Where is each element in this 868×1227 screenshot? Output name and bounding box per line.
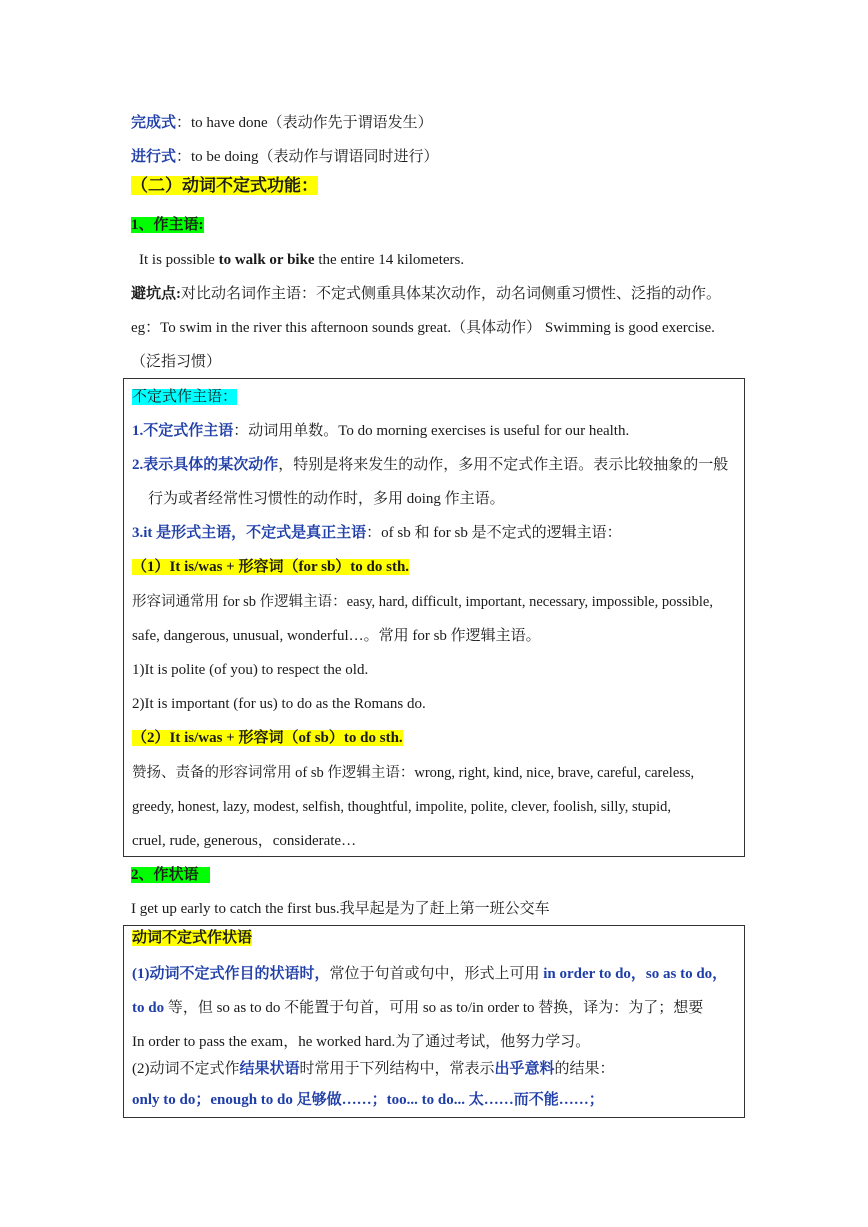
subject-heading-text: 1、作主语: — [131, 217, 204, 233]
box2-point2-post: 的结果： — [554, 1061, 615, 1077]
box1-example1: 1)It is polite (of you) to respect the old. — [132, 662, 369, 678]
box1-point1-text: ：动词用单数。To do morning exercises is useful for our health. — [233, 423, 630, 439]
infinitive-adverbial-box — [123, 925, 745, 1118]
subject-example-bold: to walk or bike — [218, 252, 315, 268]
progressive-form-line — [131, 147, 439, 167]
box1-example2: 2)It is important (for us) to do as the Romans do. — [132, 696, 426, 712]
subject-example-post: the entire 14 kilometers. — [314, 252, 465, 268]
adverbial-example: I get up early to catch the first bus.我早起是为了赶上第一班公交车 — [131, 901, 550, 917]
box2-point2-label2: 出乎意料 — [494, 1061, 555, 1077]
section-heading — [131, 174, 318, 198]
progressive-form-label: 进行式 — [131, 149, 177, 165]
box2-point2-mid: 时常用于下列结构中，常表示 — [299, 1061, 495, 1077]
eg-line: eg：To swim in the river this afternoon sounds great.（具体动作） Swimming is good exercise. — [131, 320, 715, 336]
box1-point1-label: 1.不定式作主语 — [132, 423, 234, 439]
pitfall-line — [131, 284, 721, 304]
box2-point1-continued — [132, 998, 703, 1018]
pitfall-label: 避坑点: — [131, 286, 181, 302]
box2-point1-line2-text: 等，但 so as to do 不能置于句首，可用 so as to/in order to 替换，译为：为了；想要 — [164, 1000, 704, 1016]
adverbial-heading — [131, 865, 210, 885]
box2-example: In order to pass the exam，he worked hard.为了通过考试，他努力学习。 — [132, 1034, 591, 1050]
box1-point2-continued: 行为或者经常性习惯性的动作时，多用 doing 作主语。 — [148, 491, 505, 507]
box2-title-text: 动词不定式作状语 — [132, 930, 253, 946]
progressive-form-text: ：to be doing（表动作与谓语同时进行） — [176, 149, 439, 165]
box2-point1 — [132, 964, 727, 984]
box1-pattern2-desc3: cruel, rude, generous，considerate… — [132, 833, 357, 849]
box1-title — [132, 387, 237, 407]
box1-pattern2-text: （2）It is/was + 形容词（of sb）to do sth. — [132, 730, 403, 746]
perfect-form-line — [131, 113, 433, 133]
box2-title — [132, 928, 252, 948]
perfect-form-text: ：to have done（表动作先于谓语发生） — [176, 115, 433, 131]
eg-line-continued: （泛指习惯） — [131, 354, 222, 370]
box2-point1-line2-bold: to do — [132, 1000, 165, 1016]
adverbial-heading-text: 2、作状语 — [131, 867, 199, 883]
subject-example — [139, 250, 464, 270]
box1-pattern1-text: （1）It is/was + 形容词（for sb）to do sth. — [132, 559, 410, 575]
box1-pattern1-desc2: safe, dangerous, unusual, wonderful…。常用 for sb 作逻辑主语。 — [132, 628, 541, 644]
section-heading-text: （二）动词不定式功能： — [131, 176, 318, 195]
perfect-form-label: 完成式 — [131, 115, 177, 131]
box2-point1-bold: in order to do，so as to do， — [543, 966, 728, 982]
box1-point1 — [132, 421, 629, 441]
subject-heading — [131, 215, 204, 235]
box2-point1-text: 常位于句首或句中，形式上可用 — [329, 966, 544, 982]
box1-pattern2 — [132, 728, 403, 748]
box1-pattern2-desc: 赞扬、责备的形容词常用 of sb 作逻辑主语：wrong, right, kind, nice, brave, careful, careless, — [132, 765, 695, 781]
box1-point2 — [132, 455, 728, 475]
box1-point3 — [132, 523, 622, 543]
box2-point2-label: 结果状语 — [239, 1061, 300, 1077]
box2-patterns-text: only to do；enough to do 足够做……；too... to do... 太……而不能……； — [132, 1092, 604, 1108]
box1-point3-label: 3.it 是形式主语，不定式是真正主语 — [132, 525, 367, 541]
box1-title-text: 不定式作主语： — [132, 389, 238, 405]
box2-point2-pre: (2)动词不定式作 — [132, 1061, 240, 1077]
infinitive-subject-box — [123, 378, 745, 857]
pitfall-text: 对比动名词作主语：不定式侧重具体某次动作，动名词侧重习惯性、泛指的动作。 — [181, 286, 722, 302]
box1-pattern2-desc2: greedy, honest, lazy, modest, selfish, thoughtful, impolite, polite, clever, foolish, silly, stupid, — [132, 799, 672, 815]
box1-pattern1 — [132, 557, 409, 577]
box1-pattern1-desc: 形容词通常用 for sb 作逻辑主语：easy, hard, difficult, important, necessary, impossible, possible, — [132, 594, 713, 610]
box1-point2-text: ，特别是将来发生的动作，多用不定式作主语。表示比较抽象的一般 — [278, 457, 729, 473]
box1-point2-label: 2.表示具体的某次动作 — [132, 457, 279, 473]
subject-example-pre: It is possible — [139, 252, 219, 268]
box2-point1-label: (1)动词不定式作目的状语时， — [132, 966, 330, 982]
box1-point3-text: ：of sb 和 for sb 是不定式的逻辑主语： — [366, 525, 622, 541]
box2-patterns — [132, 1090, 604, 1110]
box2-point2 — [132, 1059, 615, 1079]
